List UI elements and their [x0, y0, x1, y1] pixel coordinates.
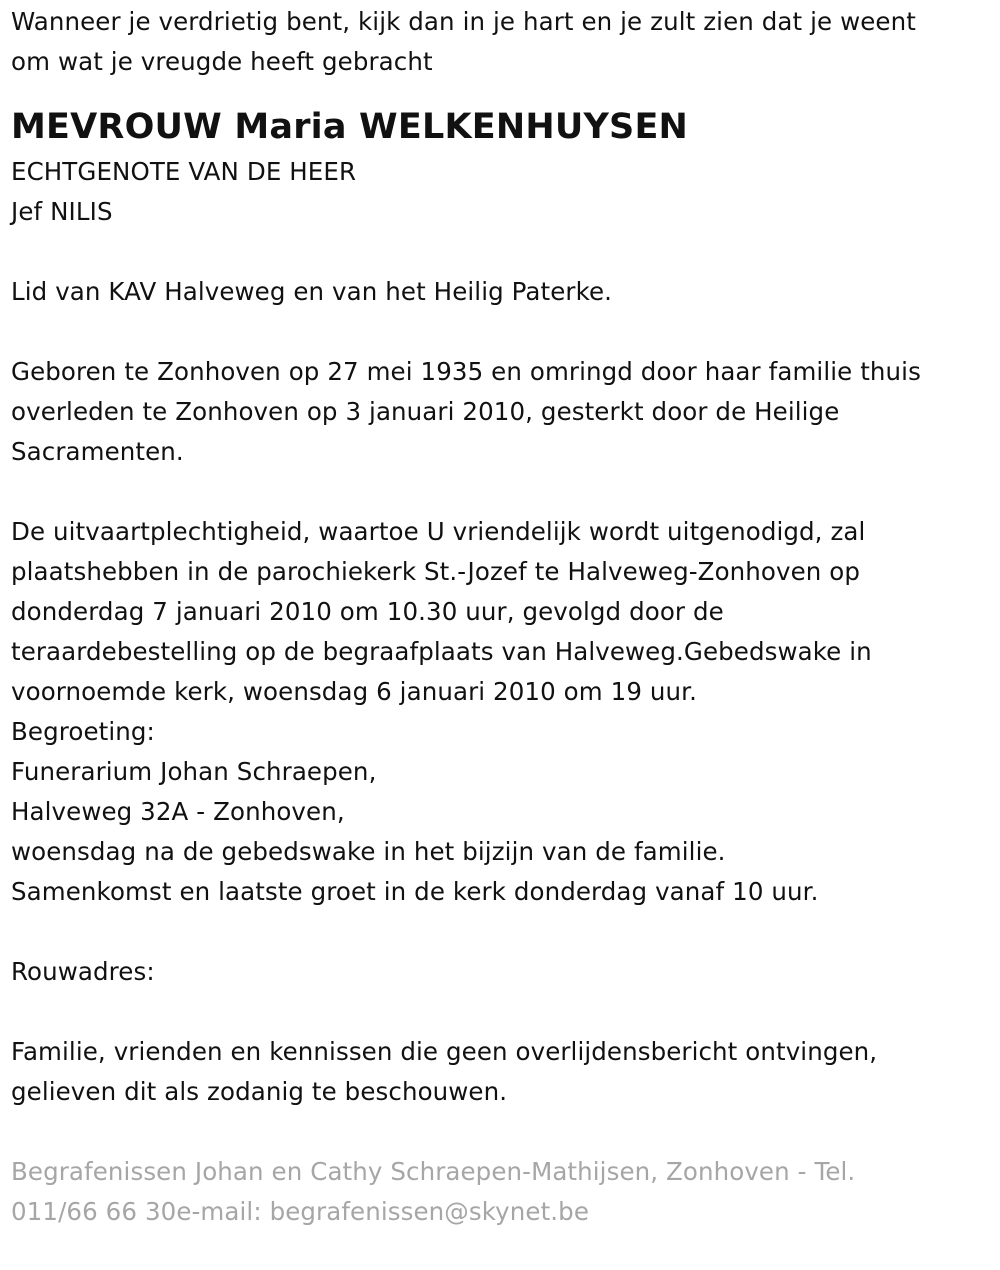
- paragraph-line: woensdag na de gebedswake in het bijzijn van de familie.: [11, 837, 726, 866]
- spouse-name: Jef NILIS: [11, 197, 113, 226]
- paragraph-line: Familie, vrienden en kennissen die geen overlijdensbericht ontvingen,: [11, 1037, 878, 1066]
- spacer: [11, 992, 993, 1032]
- opening-quote: [11, 2, 993, 82]
- relation-text: ECHTGENOTE VAN DE HEER: [11, 157, 357, 186]
- footer-line: 011/66 66 30e-mail: begrafenissen@skynet.be: [11, 1197, 589, 1226]
- paragraph-line: De uitvaartplechtigheid, waartoe U vriendelijk wordt uitgenodigd, zal: [11, 517, 866, 546]
- paragraph-line: Funerarium Johan Schraepen,: [11, 757, 377, 786]
- footer-line: Begrafenissen Johan en Cathy Schraepen-Mathijsen, Zonhoven - Tel.: [11, 1157, 856, 1186]
- paragraph-line: Sacramenten.: [11, 437, 184, 466]
- birth-death-paragraph: [11, 352, 993, 472]
- paragraph-line: plaatshebben in de parochiekerk St.-Jozef te Halveweg-Zonhoven op: [11, 557, 861, 586]
- quote-line: om wat je vreugde heeft gebracht: [11, 47, 433, 76]
- paragraph-line: teraardebestelling op de begraafplaats van Halveweg.Gebedswake in: [11, 637, 872, 666]
- deceased-name: MEVROUW Maria WELKENHUYSEN: [11, 107, 689, 147]
- spacer: [11, 312, 993, 352]
- paragraph-line: overleden te Zonhoven op 3 januari 2010, gesterkt door de Heilige: [11, 397, 840, 426]
- closing-paragraph: [11, 1032, 993, 1112]
- spacer: [11, 912, 993, 952]
- paragraph-line: Halveweg 32A - Zonhoven,: [11, 797, 345, 826]
- funeral-home-footer: [11, 1152, 993, 1232]
- membership-text: Lid van KAV Halveweg en van het Heilig Paterke.: [11, 277, 613, 306]
- spacer: [11, 232, 993, 272]
- ceremony-paragraph: [11, 512, 993, 912]
- obituary-document: [11, 0, 993, 1232]
- paragraph-line: Begroeting:: [11, 717, 155, 746]
- spacer: [11, 472, 993, 512]
- paragraph-line: donderdag 7 januari 2010 om 10.30 uur, gevolgd door de: [11, 597, 724, 626]
- address-label: Rouwadres:: [11, 957, 155, 986]
- paragraph-line: Geboren te Zonhoven op 27 mei 1935 en omringd door haar familie thuis: [11, 357, 921, 386]
- quote-line: Wanneer je verdrietig bent, kijk dan in je hart en je zult zien dat je weent: [11, 7, 916, 36]
- paragraph-line: voornoemde kerk, woensdag 6 januari 2010 om 19 uur.: [11, 677, 697, 706]
- paragraph-line: gelieven dit als zodanig te beschouwen.: [11, 1077, 508, 1106]
- paragraph-line: Samenkomst en laatste groet in de kerk donderdag vanaf 10 uur.: [11, 877, 819, 906]
